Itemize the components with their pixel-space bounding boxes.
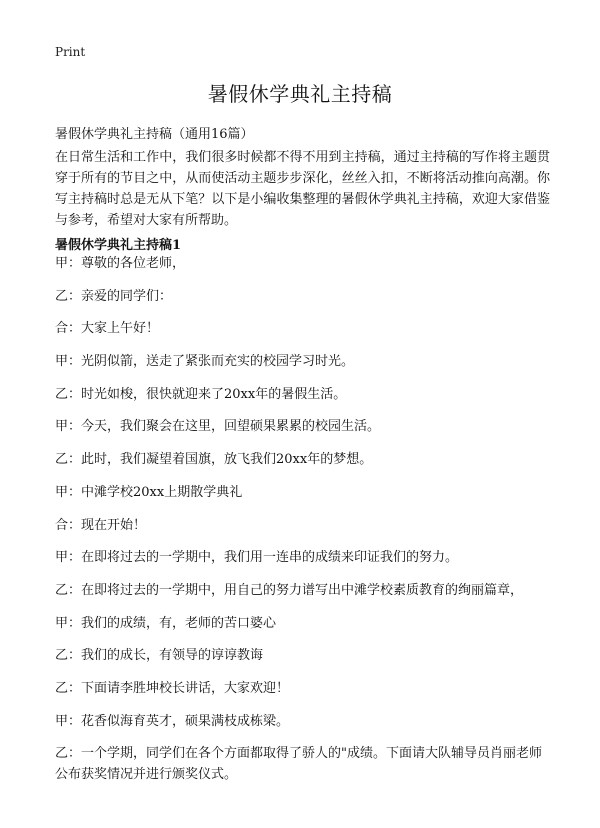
dialogue-line: 乙：我们的成长，有领导的谆谆教诲 (55, 648, 264, 664)
dialogue-line: 乙：此时，我们凝望着国旗，放飞我们20xx年的梦想。 (55, 452, 373, 468)
section-heading: 暑假休学典礼主持稿1 (55, 238, 182, 253)
dialogue-line: 甲：尊敬的各位老师， (55, 256, 186, 271)
dialogue-line: 甲：我们的成绩，有，老师的苦口婆心 (55, 615, 277, 631)
dialogue-list (55, 255, 550, 800)
dialogue-line: 甲：花香似海育英才，硕果满枝成栋梁。 (55, 713, 290, 729)
dialogue-line: 合：现在开始！ (55, 517, 147, 533)
document-subtitle: 暑假休学典礼主持稿（通用16篇） (55, 127, 254, 142)
dialogue-line: 乙：亲爱的同学们： (55, 288, 173, 304)
dialogue-line: 甲：在即将过去的一学期中，我们用一连串的成绩来印证我们的努力。 (55, 550, 459, 566)
dialogue-line: 合：大家上午好！ (55, 321, 160, 337)
dialogue-line: 甲：光阴似箭，送走了紧张而充实的校园学习时光。 (55, 354, 355, 370)
intro-paragraph: 在日常生活和工作中，我们很多时候都不得不用到主持稿，通过主持稿的写作将主题贯穿于所有的节目之中，从而使活动主题步步深化，丝丝入扣，不断将活动推向高潮。你写主持稿时总是无从下笔？以下是小编收集整理的暑假休学典礼主持稿，欢迎大家借鉴与参考，希望对大家有所帮助。 (55, 150, 550, 228)
dialogue-line: 乙：时光如梭，很快就迎来了20xx年的暑假生活。 (55, 386, 347, 402)
document-title: 暑假休学典礼主持稿 (207, 82, 393, 106)
dialogue-line: 甲：中滩学校20xx上期散学典礼 (55, 484, 243, 500)
dialogue-line: 甲：今天，我们聚会在这里，回望硕果累累的校园生活。 (55, 419, 381, 435)
dialogue-line: 乙：在即将过去的一学期中，用自己的努力谱写出中滩学校素质教育的绚丽篇章， (55, 582, 524, 598)
print-link[interactable]: Print (55, 45, 86, 59)
dialogue-line: 乙：下面请李胜坤校长讲话，大家欢迎！ (55, 680, 290, 696)
dialogue-line: 乙：一个学期，同学们在各个方面都取得了骄人的"成绩。下面请大队辅导员肖丽老师公布获奖情况并进行颁奖仪式。 (55, 746, 542, 783)
